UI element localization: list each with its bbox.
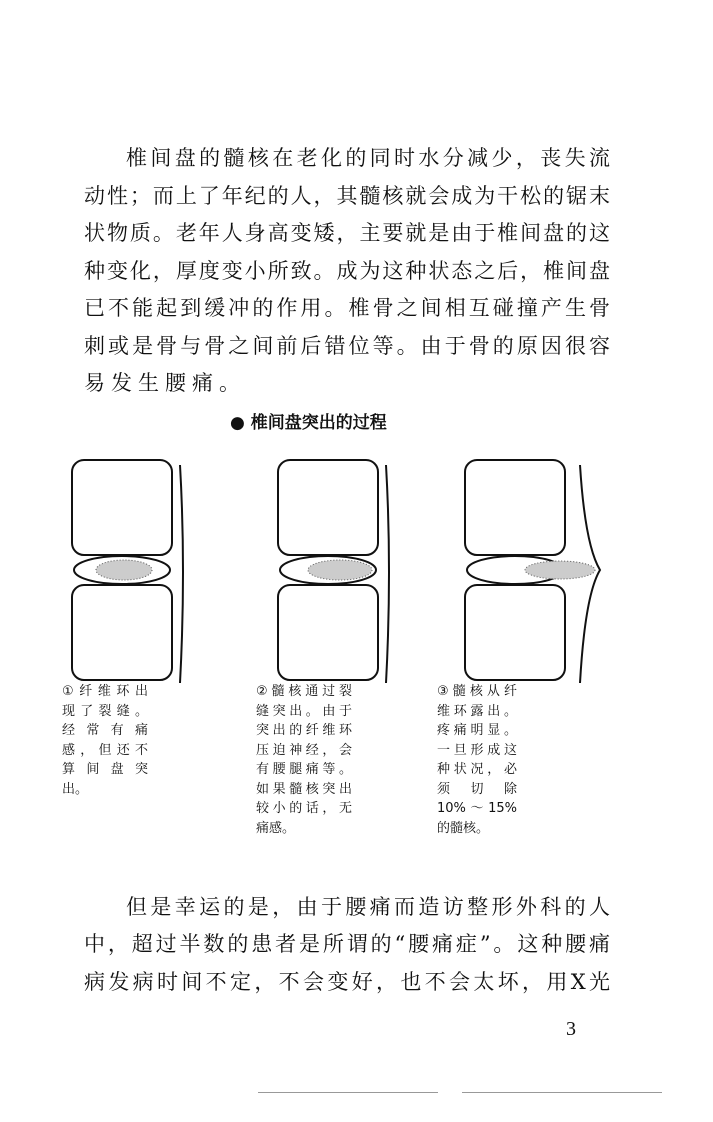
text-line: 动性；而上了年纪的人，其髓核就会成为干松的锯末 <box>84 184 610 208</box>
caption-line: 出。 <box>62 781 89 797</box>
text-line: 椎间盘的髓核在老化的同时水分减少，丧失流 <box>126 146 610 170</box>
caption-line: 痛感。 <box>256 820 296 836</box>
caption-line: 的髓核。 <box>437 820 490 836</box>
caption-line: 维环露出。 <box>437 703 517 719</box>
caption-line: 疼痛明显。 <box>437 723 517 738</box>
caption-line: 压迫神经，会 <box>256 742 352 758</box>
caption-3 <box>437 682 517 838</box>
caption-2 <box>256 682 352 838</box>
caption-line: 有腰腿痛等。 <box>256 762 352 777</box>
caption-line: 较小的话，无 <box>256 801 352 816</box>
caption-line: 10%～15% <box>437 801 517 816</box>
caption-line: 经常有痛 <box>62 723 148 738</box>
text-line: 种变化，厚度变小所致。成为这种状态之后，椎间盘 <box>84 259 610 283</box>
caption-line: 如果髓核突出 <box>256 781 352 797</box>
text-line: 刺或是骨与骨之间前后错位等。由于骨的原因很容 <box>84 334 610 358</box>
text-line: 中，超过半数的患者是所谓的“腰痛症”。这种腰痛 <box>84 932 610 956</box>
caption-line: 突出的纤维环 <box>256 723 352 738</box>
disc-illustration-3 <box>455 455 615 685</box>
text-line: 状物质。老年人身高变矮，主要就是由于椎间盘的这 <box>84 221 610 245</box>
caption-line: 感，但还不 <box>62 742 148 758</box>
text-line: 但是幸运的是，由于腰痛而造访整形外科的人 <box>126 895 610 919</box>
caption-line: 算间盘突 <box>62 762 148 777</box>
caption-line: ②髓核通过裂 <box>256 684 352 699</box>
text-line: 病发病时间不定，不会变好，也不会太坏，用X光 <box>84 970 610 994</box>
page-number: 3 <box>566 1018 576 1040</box>
scan-artifact-line <box>258 1092 438 1093</box>
caption-line: 种状况，必 <box>437 762 517 777</box>
disc-illustration-2 <box>268 455 398 685</box>
disc-illustration-1 <box>62 455 192 685</box>
figure-title: ● 椎间盘突出的过程 <box>230 413 387 433</box>
text-line: 易发生腰痛。 <box>84 371 246 395</box>
caption-line: 现了裂缝。 <box>62 703 148 719</box>
caption-1 <box>62 682 148 799</box>
caption-line: ③髓核从纤 <box>437 684 517 699</box>
caption-line: ①纤维环出 <box>62 684 148 699</box>
caption-line: 须切除 <box>437 781 517 797</box>
scan-artifact-line <box>462 1092 662 1093</box>
caption-line: 缝突出。由于 <box>256 703 352 719</box>
caption-line: 一旦形成这 <box>437 742 517 758</box>
text-line: 已不能起到缓冲的作用。椎骨之间相互碰撞产生骨 <box>84 296 610 320</box>
